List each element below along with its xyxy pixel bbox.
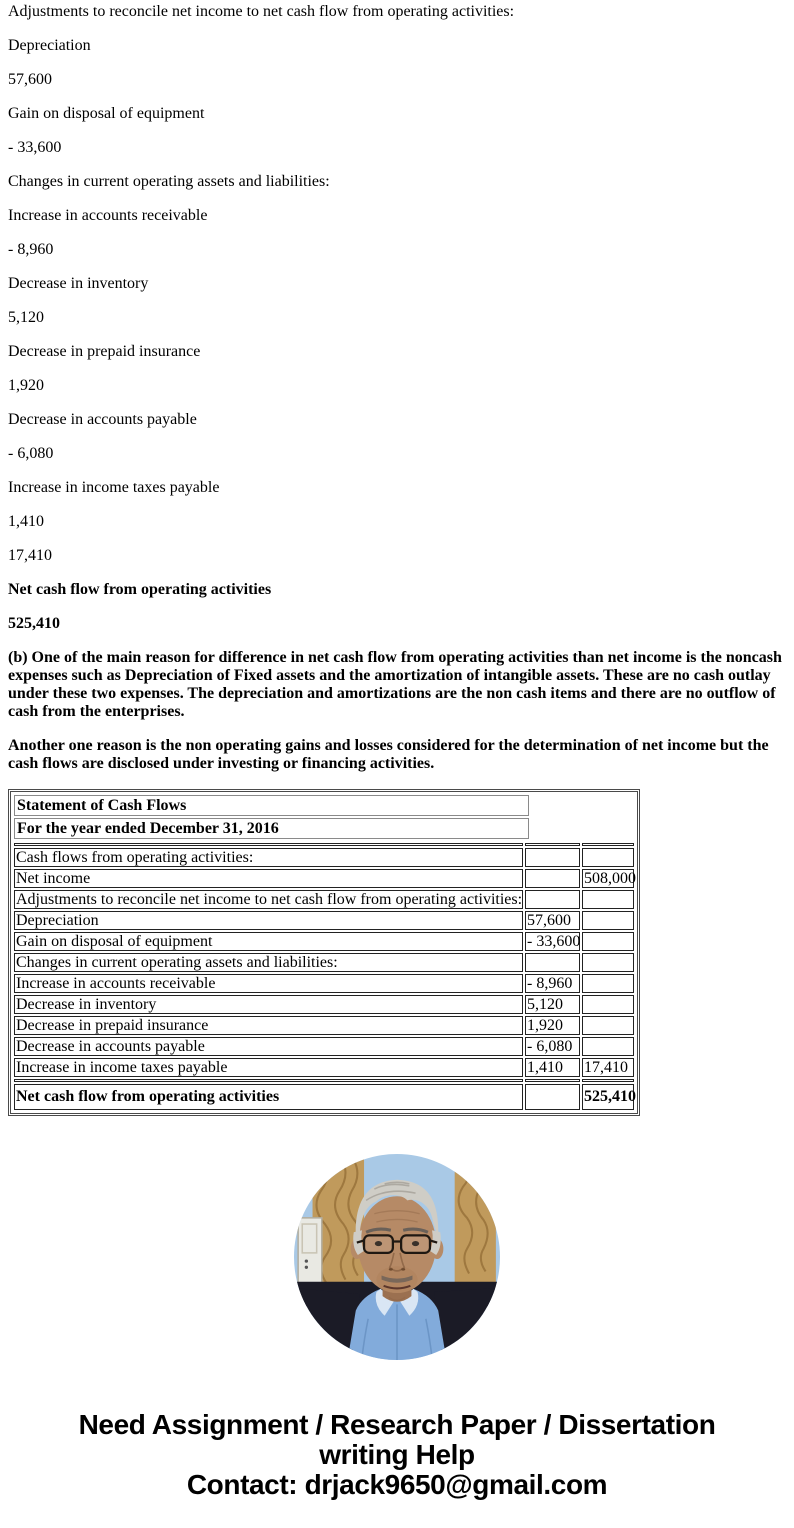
amount-cell: 17,410 [582,1058,634,1077]
amount-cell [525,890,580,909]
spacer-cell [582,1079,634,1082]
spacer-row [14,1079,634,1082]
table-row [14,974,634,993]
row-label-cell: Net cash flow from operating activities [14,1084,523,1110]
row-label-cell: Adjustments to reconcile net income to net cash flow from operating activities: [16,891,523,908]
amount-cell [582,890,634,909]
amount-cell: 5,120 [525,995,580,1014]
spacer-cell [14,1079,523,1082]
intro-line: - 8,960 [8,241,54,258]
amount-cell: - 33,600 [527,933,581,950]
table-row [14,932,634,951]
statement-header-table [12,793,531,841]
intro-line: 1,410 [8,513,44,530]
photo-dark-left [294,1288,360,1360]
spacer-row [14,843,634,846]
table-row [14,911,634,930]
discussion-section [8,649,786,773]
intro-line: 1,920 [8,377,44,394]
footer-headline-line1: Need Assignment / Research Paper / Dissertation [78,1409,716,1440]
door-dot [305,1259,308,1262]
row-label-cell: Decrease in accounts payable [14,1037,523,1056]
intro-line: Depreciation [8,37,91,54]
nostril-left [389,1268,393,1270]
cash-flow-statement-table-inner [10,791,638,1114]
amount-cell: 508,000 [584,870,636,887]
statement-title-cell: For the year ended December 31, 2016 [14,818,529,839]
amount-cell: - 8,960 [525,974,580,993]
amount-cell [525,953,580,972]
row-label-cell: Gain on disposal of equipment [14,932,523,951]
table-row [14,1058,634,1077]
amount-cell [582,932,634,951]
intro-line: 17,410 [8,547,52,564]
amount-cell: 525,410 [582,1084,634,1110]
footer-contact: Contact: drjack9650@gmail.com [186,1469,608,1500]
spacer-cell [525,1079,580,1082]
intro-line: Gain on disposal of equipment [8,105,205,122]
statement-body-table [12,841,636,1112]
spacer-cell [582,843,634,846]
row-label-cell: Increase in accounts receivable [14,974,523,993]
photo-dark-right [434,1288,500,1360]
spacer-cell [525,843,580,846]
intro-line: Decrease in prepaid insurance [8,343,201,360]
amount-cell [525,848,580,867]
amount-cell [582,911,634,930]
table-row [14,1084,634,1110]
nostril-right [401,1268,405,1270]
cash-flow-statement-table [8,789,640,1116]
table-row [14,869,634,888]
row-label-cell: Changes in current operating assets and liabilities: [14,953,523,972]
footer-headline-line2: writing Help [319,1439,475,1470]
amount-cell [582,953,634,972]
intro-line: 5,120 [8,309,44,326]
intro-line: Changes in current operating assets and liabilities: [8,173,330,190]
row-label-cell: Increase in income taxes payable [14,1058,523,1077]
intro-line: Increase in accounts receivable [8,207,208,224]
tutor-photo-illustration [294,1154,500,1360]
amount-cell [525,869,580,888]
intro-line: Increase in income taxes payable [8,479,220,496]
amount-cell: 57,600 [525,911,580,930]
amount-cell: 1,920 [525,1016,580,1035]
intro-line: - 6,080 [8,445,54,462]
row-label-cell: Decrease in inventory [14,995,523,1014]
amount-cell [582,1037,634,1056]
amount-cell [582,995,634,1014]
row-label-cell: Cash flows from operating activities: [14,848,523,867]
table-row [14,1037,634,1056]
intro-line: - 33,600 [8,139,62,156]
table-row [14,848,634,867]
row-label-cell: Depreciation [14,911,523,930]
intro-line: 57,600 [8,71,52,88]
footer-ad [8,1410,786,1500]
photo-curtain-right [455,1154,496,1288]
spacer-cell [14,843,523,846]
row-label-cell: Net income [14,869,523,888]
table-row [14,953,634,972]
intro-line: Decrease in inventory [8,275,149,292]
table-row [14,995,634,1014]
door-dot [305,1266,308,1269]
amount-cell [525,1084,580,1110]
statement-title-cell: Statement of Cash Flows [14,795,529,816]
discussion-paragraph: Another one reason is the non operating gains and losses considered for the determination of net income but the cash flows are disclosed under investing or financing activities. [8,737,769,772]
row-label-cell: Decrease in prepaid insurance [14,1016,523,1035]
amount-cell [582,974,634,993]
table-row [14,890,634,909]
intro-line: Adjustments to reconcile net income to net cash flow from operating activities: [8,3,515,20]
amount-cell: - 6,080 [525,1037,580,1056]
amount-cell [582,1016,634,1035]
table-row [14,1016,634,1035]
intro-line: Net cash flow from operating activities [8,581,272,598]
intro-section [8,3,786,633]
intro-line: 525,410 [8,615,60,632]
intro-line: Decrease in accounts payable [8,411,197,428]
amount-cell [582,848,634,867]
amount-cell: 1,410 [525,1058,580,1077]
discussion-paragraph: (b) One of the main reason for difference in net cash flow from operating activities than net income is the noncash expenses such as Depreciation of Fixed assets and the amortization of intangible assets. These are no cash outlay under these two expenses. The depreciation and amortizations are the non cash items and there are no outflow of cash from the enterprises. [8,649,782,720]
tutor-photo [8,1154,786,1360]
